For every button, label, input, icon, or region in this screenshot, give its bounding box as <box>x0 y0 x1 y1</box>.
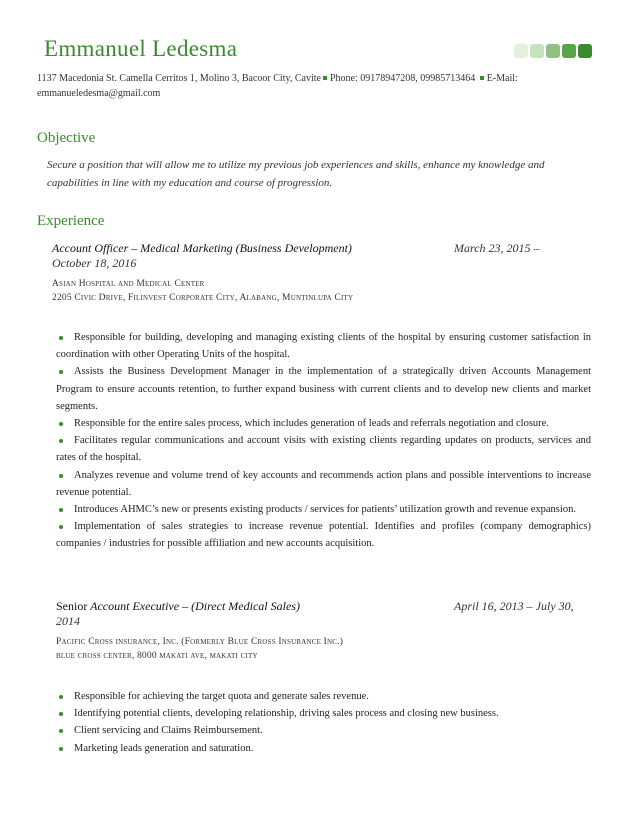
bullet-dot <box>59 439 63 443</box>
bullet-text: Introduces AHMC’s new or presents existing products / services for patients’ utilization growth and revenue expansion. <box>74 504 576 516</box>
job-date-end: October 18, 2016 <box>52 256 137 270</box>
separator-dot <box>323 76 327 80</box>
bullet-dot <box>59 370 63 374</box>
square-4 <box>562 44 576 58</box>
bullet-dot <box>59 525 63 529</box>
list-item <box>56 722 591 739</box>
job-1-bullets <box>56 329 591 553</box>
list-item <box>56 688 591 705</box>
bullet-text: Marketing leads generation and saturation. <box>74 742 254 754</box>
job-date-start: April 16, 2013 – July 30, <box>454 599 574 613</box>
bullet-dot <box>59 695 63 699</box>
job-2-bullets <box>56 688 591 757</box>
bullet-dot <box>59 422 63 426</box>
bullet-text: Responsible for the entire sales process, which includes generation of leads and referrals negotiation and closure. <box>74 418 549 430</box>
email[interactable]: emmanueledesma@gmail.com <box>37 88 161 99</box>
list-item <box>56 705 591 722</box>
objective-text: Secure a position that will allow me to utilize my previous job experiences and skills, enhance my knowledge and capabilities in line with my education and course of progression. <box>47 159 545 189</box>
bullet-text: Facilitates regular communications and account visits with existing clients regarding updates on products, services and rates of the hospital. <box>56 435 591 464</box>
company-1 <box>52 277 592 305</box>
square-1 <box>514 44 528 58</box>
company-address: 2205 Civic Drive, Filinvest Corporate City, Alabang, Muntinlupa City <box>52 293 354 303</box>
company-2 <box>56 635 596 663</box>
contact-info <box>37 71 597 101</box>
bullet-text: Assists the Business Development Manager in the implementation of a strategically driven Accounts Management Program to ensure accounts retention, to further expand business with current clients and to develop new clients and market segments. <box>56 366 591 412</box>
job-title-1 <box>52 240 592 256</box>
list-item <box>56 363 591 415</box>
decorative-squares <box>514 44 592 58</box>
job-title-prefix: Senior <box>56 599 88 613</box>
bullet-text: Implementation of sales strategies to increase revenue potential. Identifies and profiles (company demographics) companies / industries for possible affiliation and new accounts acquisition. <box>56 521 591 550</box>
company-address: blue cross center, 8000 makati ave, makati city <box>56 651 258 661</box>
separator-dot <box>480 76 484 80</box>
bullet-dot <box>59 336 63 340</box>
square-5 <box>578 44 592 58</box>
bullet-dot <box>59 474 63 478</box>
job-title-text: Account Officer – Medical Marketing (Business Development) <box>52 241 352 255</box>
bullet-dot <box>59 729 63 733</box>
list-item <box>56 501 591 518</box>
job-title-text: Account Executive – (Direct Medical Sales) <box>90 599 300 613</box>
list-item <box>56 432 591 466</box>
square-3 <box>546 44 560 58</box>
bullet-text: Responsible for achieving the target quota and generate sales revenue. <box>74 691 369 702</box>
list-item <box>56 467 591 501</box>
list-item <box>56 740 591 757</box>
candidate-name: Emmanuel Ledesma <box>44 36 238 61</box>
bullet-dot <box>59 747 63 751</box>
experience-heading: Experience <box>37 213 105 229</box>
phone: Phone: 09178947208, 09985713464 <box>329 73 476 84</box>
job-date-end: 2014 <box>56 614 80 628</box>
bullet-text: Identifying potential clients, developing relationship, driving sales process and closing new business. <box>74 708 499 720</box>
bullet-text: Client servicing and Claims Reimbursement. <box>74 725 263 737</box>
address: 1137 Macedonia St. Camella Cerritos 1, Molino 3, Bacoor City, Cavite <box>37 73 321 84</box>
list-item <box>56 518 591 552</box>
bullet-text: Responsible for building, developing and managing existing clients of the hospital by ensuring customer satisfaction in coordination with other Operating Units of the hospital. <box>56 332 591 361</box>
objective-heading: Objective <box>37 130 96 146</box>
bullet-dot <box>59 508 63 512</box>
bullet-dot <box>59 712 63 716</box>
job-date-start: March 23, 2015 – <box>454 241 540 255</box>
square-2 <box>530 44 544 58</box>
list-item <box>56 329 591 363</box>
bullet-text: Analyzes revenue and volume trend of key accounts and recommends action plans and possible interventions to increase revenue potential. <box>56 469 591 498</box>
email-label: E-Mail: <box>486 73 518 84</box>
list-item <box>56 415 591 432</box>
company-name: Asian Hospital and Medical Center <box>52 279 205 289</box>
job-title-2 <box>56 598 596 614</box>
company-name: Pacific Cross insurance, Inc. (Formerly Blue Cross Insurance Inc.) <box>56 637 344 647</box>
